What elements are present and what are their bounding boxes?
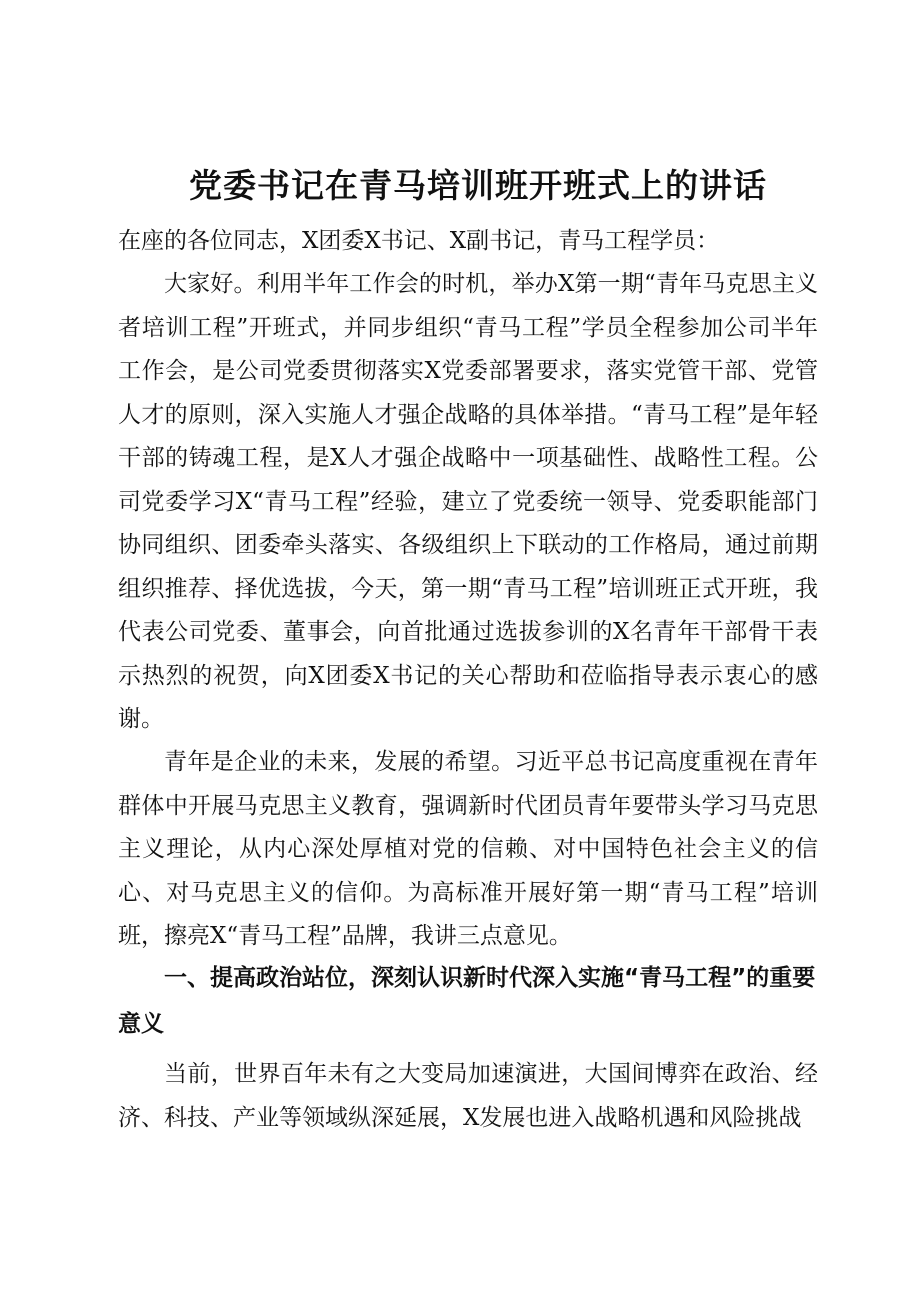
paragraph-youth: 青年是企业的未来，发展的希望。习近平总书记高度重视在青年群体中开展马克思主义教育，强调新时代团员青年要带头学习马克思主义理论，从内心深处厚植对党的信赖、对中国特色社会主义的信心、对马克思主义的信仰。为高标准开展好第一期“青马工程”培训班，擦亮X“青马工程”品牌，我讲三点意见。 [118, 749, 818, 949]
paragraph-section-1: 当前，世界百年未有之大变局加速演进，大国间博弈在政治、经济、科技、产业等领域纵深延展，X发展也进入战略机遇和风险挑战 [118, 1061, 818, 1131]
salutation: 在座的各位同志，X团委X书记、X副书记，青马工程学员： [118, 228, 720, 254]
paragraph-opening: 大家好。利用半年工作会的时机，举办X第一期“青年马克思主义者培训工程”开班式，并同步组织“青马工程”学员全程参加公司半年工作会，是公司党委贯彻落实X党委部署要求，落实党管干部、党管人才的原则，深入实施人才强企战略的具体举措。“青马工程”是年轻干部的铸魂工程，是X人才强企战略中一项基础性、战略性工程。公司党委学习X“青马工程”经验，建立了党委统一领导、党委职能部门协同组织、团委牵头落实、各级组织上下联动的工作格局，通过前期组织推荐、择优选拔，今天，第一期“青马工程”培训班正式开班，我代表公司党委、董事会，向首批通过选拔参训的X名青年干部骨干表示热烈的祝贺，向X团委X书记的关心帮助和莅临指导表示衷心的感谢。 [118, 271, 818, 732]
section-heading-1: 一、提高政治站位，深刻认识新时代深入实施“青马工程”的重要意义 [118, 965, 816, 1037]
document-title: 党委书记在青马培训班开班式上的讲话 [189, 166, 767, 205]
